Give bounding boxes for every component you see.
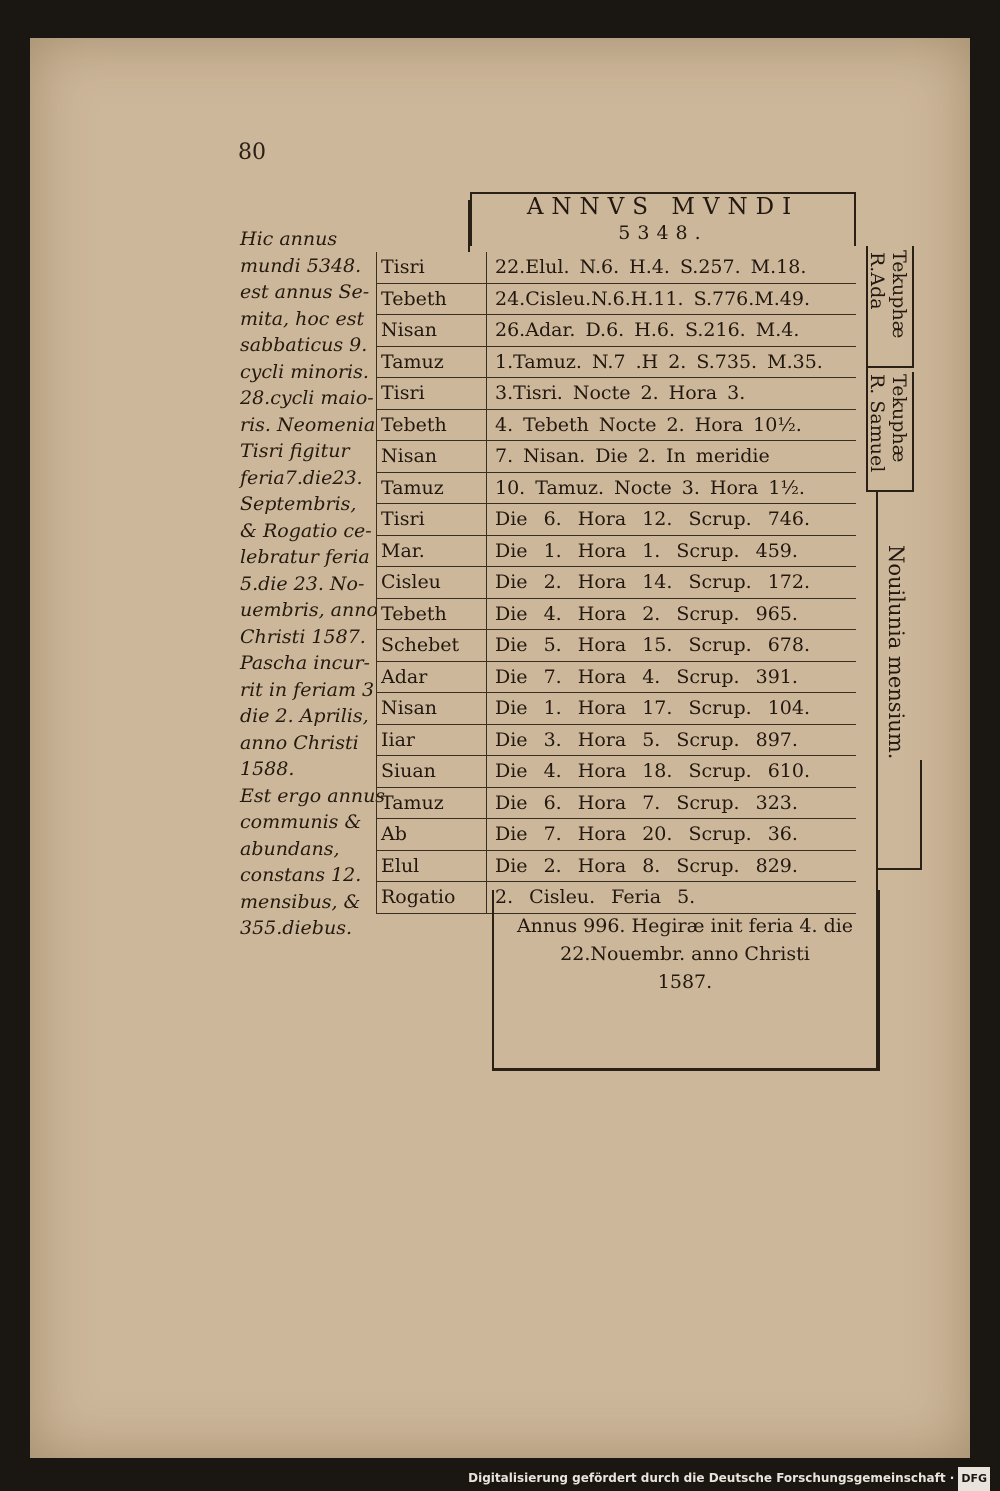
side-note-line: Christi 1587. — [240, 625, 366, 648]
nouilunia-label: Nouilunia mensium. — [884, 545, 908, 760]
side-note-line: sabbaticus 9. — [240, 334, 368, 356]
table-row: 3.Tisri. Nocte 2. Hora 3. — [486, 378, 856, 410]
hegira-line: 1587. — [657, 971, 713, 993]
page-number: 80 — [238, 140, 266, 165]
table-row: 26.Adar. D.6. H.6. S.216. M.4. — [486, 315, 856, 347]
table-row: 2. Cisleu. Feria 5. — [486, 882, 856, 914]
side-divider — [912, 372, 914, 492]
table-row: 1.Tamuz. N.7 .H 2. S.735. M.35. — [486, 347, 856, 379]
title-divider — [468, 200, 470, 252]
month-cell: Tisri — [376, 252, 486, 284]
month-cell: Tisri — [376, 378, 486, 410]
dfg-logo: DFG — [958, 1467, 990, 1491]
side-note-line: mita, hoc est — [240, 307, 365, 330]
table-row: Die 2. Hora 14. Scrup. 172. — [486, 567, 856, 599]
table-row: Die 7. Hora 20. Scrup. 36. — [486, 819, 856, 851]
side-divider — [866, 366, 914, 368]
month-cell: Iiar — [376, 725, 486, 757]
month-cell: Ab — [376, 819, 486, 851]
tekupha-samuel-label-1: Tekuphæ — [888, 374, 910, 463]
side-note-line: & Rogatio ce- — [240, 519, 372, 542]
side-note-line: communis & — [240, 811, 362, 833]
side-divider — [876, 868, 922, 870]
side-note-line: ris. Neomenia — [240, 413, 376, 436]
month-cell: Elul — [376, 851, 486, 883]
data-column — [486, 252, 856, 914]
month-cell: Tisri — [376, 504, 486, 536]
side-note-line: constans 12. — [240, 864, 362, 886]
side-note-line: uembris, anno — [240, 599, 378, 621]
tekupha-samuel-label-2: R. Samuel — [866, 374, 888, 473]
month-cell: Schebet — [376, 630, 486, 662]
hegira-line: Annus 996. Hegiræ init feria 4. die — [516, 915, 854, 937]
month-cell: Rogatio — [376, 882, 486, 914]
tekupha-ada-label-1: Tekuphæ — [888, 250, 910, 339]
hegira-line: 22.Nouembr. anno Christi — [560, 943, 810, 965]
title-line-1: ANNVS MVNDI — [526, 194, 800, 220]
table-row: Die 5. Hora 15. Scrup. 678. — [486, 630, 856, 662]
side-note-line: mundi 5348. — [240, 254, 362, 277]
table-row: Die 4. Hora 2. Scrup. 965. — [486, 599, 856, 631]
month-cell: Tebeth — [376, 284, 486, 316]
side-divider — [866, 490, 914, 492]
month-cell: Tamuz — [376, 788, 486, 820]
side-note-line: die 2. Aprilis, — [240, 705, 369, 727]
side-divider — [912, 246, 914, 366]
tekupha-ada-label-2: R.Ada — [866, 252, 888, 310]
table-row: Die 3. Hora 5. Scrup. 897. — [486, 725, 856, 757]
side-note-line: 1588. — [240, 758, 295, 780]
side-note-line: 5.die 23. No- — [240, 572, 365, 595]
table-row: 4. Tebeth Nocte 2. Hora 10½. — [486, 410, 856, 442]
month-cell: Mar. — [376, 536, 486, 568]
side-note-line: Septembris, — [240, 493, 357, 515]
side-note-line: anno Christi — [240, 731, 359, 754]
side-note-line: lebratur feria — [240, 546, 370, 568]
footer-text: Digitalisierung gefördert durch die Deutsche Forschungsgemeinschaft · — [468, 1471, 955, 1485]
month-cell: Tamuz — [376, 473, 486, 505]
table-row: Die 7. Hora 4. Scrup. 391. — [486, 662, 856, 694]
side-divider — [920, 760, 922, 870]
side-note-line: Est ergo annus — [240, 784, 386, 807]
side-note-line: 28.cycli maio- — [240, 387, 374, 409]
month-column — [376, 252, 486, 914]
title-line-2: 5348. — [618, 222, 708, 244]
table-row: Die 4. Hora 18. Scrup. 610. — [486, 756, 856, 788]
side-note — [240, 226, 390, 942]
side-note-line: est annus Se- — [240, 281, 370, 303]
side-note-line: feria7.die23. — [240, 466, 363, 489]
table-row: Die 6. Hora 12. Scrup. 746. — [486, 504, 856, 536]
side-note-line: Tisri figitur — [240, 440, 350, 462]
month-cell: Tebeth — [376, 599, 486, 631]
month-cell: Nisan — [376, 693, 486, 725]
table-row: 7. Nisan. Die 2. In meridie — [486, 441, 856, 473]
side-note-line: Hic annus — [240, 228, 338, 250]
table-row: 10. Tamuz. Nocte 3. Hora 1½. — [486, 473, 856, 505]
month-cell: Cisleu — [376, 567, 486, 599]
side-note-line: rit in feriam 3 — [240, 678, 375, 701]
side-note-line: 355.diebus. — [240, 917, 352, 939]
table-row: Die 6. Hora 7. Scrup. 323. — [486, 788, 856, 820]
side-note-line: mensibus, & — [240, 890, 361, 913]
table-row: Die 2. Hora 8. Scrup. 829. — [486, 851, 856, 883]
side-divider — [876, 490, 878, 1070]
footer — [0, 1466, 1000, 1490]
hegira-note — [500, 912, 870, 996]
table-row: Die 1. Hora 1. Scrup. 459. — [486, 536, 856, 568]
side-note-line: Pascha incur- — [240, 652, 370, 674]
table-row: 22.Elul. N.6. H.4. S.257. M.18. — [486, 252, 856, 284]
month-cell: Nisan — [376, 441, 486, 473]
month-cell: Tamuz — [376, 347, 486, 379]
month-cell: Siuan — [376, 756, 486, 788]
month-cell: Nisan — [376, 315, 486, 347]
side-note-line: abundans, — [240, 837, 340, 860]
month-cell: Tebeth — [376, 410, 486, 442]
month-cell: Adar — [376, 662, 486, 694]
table-row: 24.Cisleu.N.6.H.11. S.776.M.49. — [486, 284, 856, 316]
table-title — [470, 192, 856, 246]
side-note-line: cycli minoris. — [240, 360, 369, 383]
table-row: Die 1. Hora 17. Scrup. 104. — [486, 693, 856, 725]
